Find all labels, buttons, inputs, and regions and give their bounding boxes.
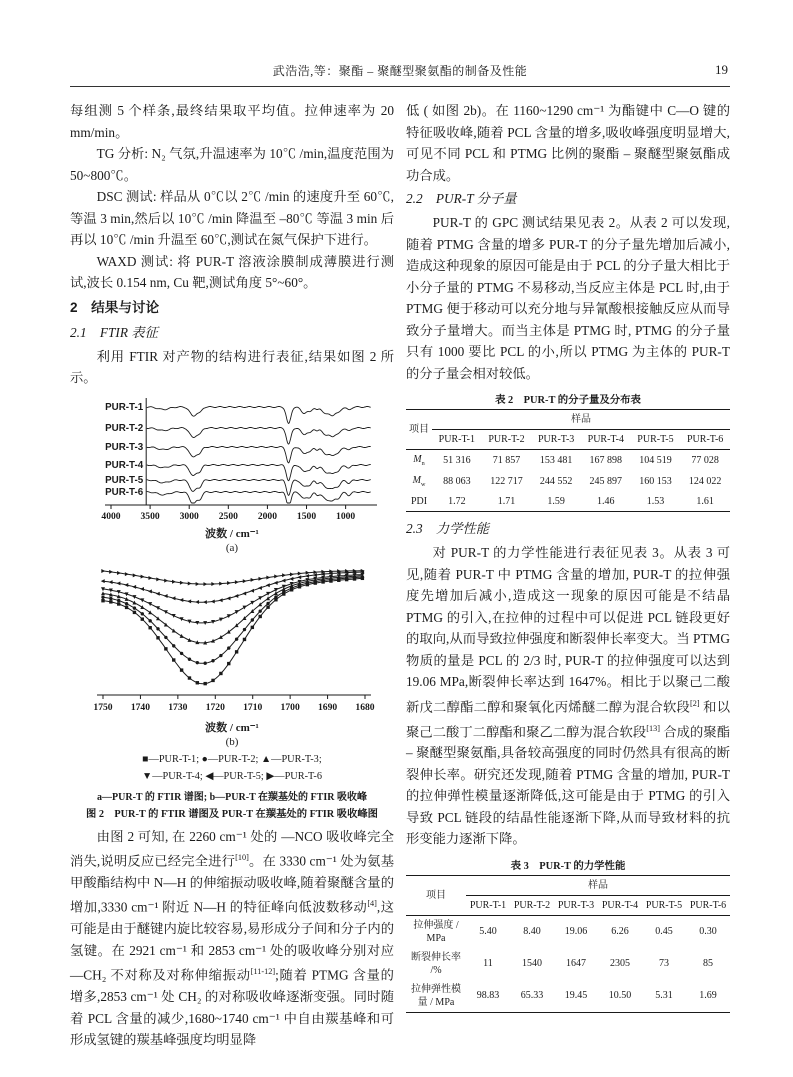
fig-b-marker bbox=[109, 600, 112, 603]
table-cell: 65.33 bbox=[520, 990, 544, 1002]
fig-b-marker bbox=[203, 681, 206, 684]
fig-b-tick: 1720 bbox=[205, 701, 225, 713]
fig-b-marker bbox=[109, 596, 112, 599]
fig-b-marker bbox=[117, 598, 120, 601]
fig-b-marker bbox=[156, 636, 159, 639]
table-cell: 73 bbox=[659, 958, 669, 970]
fig-b-marker bbox=[282, 573, 286, 577]
fig-b-marker bbox=[124, 583, 128, 587]
fig-b-marker bbox=[180, 668, 183, 671]
fig-b-marker bbox=[196, 660, 199, 663]
table2-caption: 表 2 PUR-T 的分子量及分布表 bbox=[495, 395, 641, 406]
fig-b-marker bbox=[235, 637, 238, 640]
fig-b-marker bbox=[259, 614, 262, 617]
fig-b-marker bbox=[140, 586, 144, 590]
fig-b-marker bbox=[148, 619, 151, 622]
fig-b-marker bbox=[211, 678, 214, 681]
table-cell: 11 bbox=[483, 958, 493, 970]
fig-b-marker bbox=[243, 579, 247, 583]
figure-legend-line2: ▼—PUR-T-4; ◀—PUR-T-5; ▶—PUR-T-6 bbox=[142, 770, 322, 782]
table-cell: 1647 bbox=[566, 958, 586, 970]
fig-b-marker bbox=[289, 576, 293, 580]
fig-b-curve-PUR-T-3 bbox=[103, 575, 362, 642]
fig-a-series-label: PUR-T-5 bbox=[105, 474, 144, 486]
table-header-sample-name: PUR-T-4 bbox=[598, 895, 642, 915]
table-header-sample-name: PUR-T-6 bbox=[686, 895, 730, 915]
fig-b-marker bbox=[266, 605, 269, 608]
table-header-sample-name: PUR-T-5 bbox=[631, 430, 681, 450]
fig-a-tick: 3000 bbox=[179, 510, 199, 522]
fig-b-marker bbox=[219, 635, 223, 639]
fig-b-marker bbox=[109, 569, 113, 573]
fig-b-marker bbox=[250, 588, 254, 592]
fig-b-marker bbox=[132, 584, 136, 588]
fig-b-marker bbox=[258, 585, 262, 589]
fig-b-marker bbox=[266, 575, 270, 579]
fig-a-tick: 2000 bbox=[257, 510, 278, 522]
fig-b-marker bbox=[141, 574, 145, 578]
fig-b-marker bbox=[164, 594, 168, 598]
table-molecular-weight bbox=[406, 409, 730, 512]
fig-b-curve-PUR-T-1 bbox=[103, 578, 362, 684]
fig-b-marker bbox=[219, 671, 222, 674]
table-cell: 1.61 bbox=[696, 496, 714, 508]
table-cell: 1540 bbox=[522, 958, 542, 970]
fig-b-marker bbox=[227, 646, 230, 649]
paragraph-gpc-discussion: PUR-T 的 GPC 测试结果见表 2。从表 2 可以发现,随着 PTMG 含量的增多 PUR-T 的分子量先增加后减小,造成这种现象的原因可能是由于 PCL 的分子量大相比于小分子量的 PTMG 不易移动,当反应主体是 PCL 时,由于 PTMG 便于移动可以充分地与异氰酸根接触反应从而导致分子量增大。而当主体是 PTMG 时, PTMG 的分子量只有 1000 要比 PCL 的小,所以 PTMG 为主体的 PUR-T 的分子量会相对较低。 bbox=[406, 215, 730, 381]
table-header-sample: 样品 bbox=[432, 410, 730, 430]
figure-caption: 图 2 PUR-T 的 FTIR 谱图及 PUR-T 在羰基处的 FTIR 吸收峰图 bbox=[86, 808, 378, 820]
fig-a-series-label: PUR-T-3 bbox=[105, 441, 144, 453]
fig-b-marker bbox=[117, 570, 121, 574]
fig-b-marker bbox=[141, 612, 144, 615]
fig-a-tick: 3500 bbox=[140, 510, 160, 522]
fig-b-marker bbox=[133, 610, 136, 613]
fig-b-marker bbox=[251, 577, 255, 581]
fig-b-marker bbox=[196, 581, 200, 585]
table-row-label: $M_w$ bbox=[412, 475, 426, 489]
fig-b-marker bbox=[164, 647, 167, 650]
fig-b-marker bbox=[180, 651, 183, 654]
fig-b-marker bbox=[172, 658, 175, 661]
fig-b-marker bbox=[266, 596, 270, 600]
fig-b-marker bbox=[259, 576, 263, 580]
table-header-sample: 样品 bbox=[466, 875, 730, 895]
fig-b-marker bbox=[203, 600, 207, 604]
table-cell: 124 022 bbox=[688, 476, 722, 488]
table-row bbox=[406, 492, 730, 512]
fig-b-marker bbox=[125, 605, 128, 608]
fig-b-marker bbox=[203, 661, 206, 664]
fig-b-marker bbox=[251, 618, 254, 621]
table3-caption: 表 3 PUR-T 的力学性能 bbox=[510, 860, 626, 872]
table-cell: 6.26 bbox=[611, 926, 629, 938]
fig-b-marker bbox=[164, 578, 168, 582]
fig-b-marker bbox=[234, 594, 238, 598]
table-cell: 167 898 bbox=[589, 455, 623, 467]
fig-b-marker bbox=[219, 598, 223, 602]
fig-a-series-label: PUR-T-2 bbox=[105, 422, 144, 434]
fig-b-marker bbox=[180, 633, 184, 637]
fig-b-marker bbox=[242, 591, 246, 595]
fig-b-marker bbox=[101, 579, 105, 583]
paragraph-dsc-test: DSC 测试: 样品从 0℃以 2℃ /min 的速度升至 60℃,等温 3 min,然后以 10℃ /min 降温至 –80℃ 等温 3 min 后再以 10℃ /min 升温至 60℃,测试在氮气保护下进行。 bbox=[70, 189, 394, 247]
page-number: 19 bbox=[715, 62, 728, 77]
fig-b-marker bbox=[196, 681, 199, 684]
fig-b-marker bbox=[235, 650, 238, 653]
fig-b-marker bbox=[187, 599, 191, 603]
fig-b-marker bbox=[125, 602, 128, 605]
fig-b-marker bbox=[125, 572, 129, 576]
subsection-heading-molecular-weight: 2.2 PUR-T 分子量 bbox=[406, 191, 517, 206]
paragraph-tg-analysis: TG 分析: N₂ 气氛,升温速率为 10℃ /min,温度范围为 50~800℃。 bbox=[70, 146, 394, 183]
fig-b-marker bbox=[219, 653, 222, 656]
table-cell: 98.83 bbox=[476, 990, 500, 1002]
fig-b-marker bbox=[156, 591, 160, 595]
fig-b-marker bbox=[266, 601, 269, 604]
fig-a-tick: 4000 bbox=[101, 510, 121, 522]
figure-legend-line1: ■—PUR-T-1; ●—PUR-T-2; ▲—PUR-T-3; bbox=[142, 753, 322, 765]
table-row-label: $M_n$ bbox=[413, 454, 425, 467]
table-cell: 122 717 bbox=[490, 476, 523, 488]
fig-a-curve bbox=[147, 491, 371, 503]
table-cell: 88 063 bbox=[443, 476, 471, 488]
carbonyl-peak-chart bbox=[81, 557, 383, 721]
fig-a-curve bbox=[147, 464, 371, 480]
fig-b-marker bbox=[148, 626, 151, 629]
table-row bbox=[406, 915, 730, 948]
fig-a-series-label: PUR-T-4 bbox=[105, 459, 144, 471]
table-header-item: 项目 bbox=[406, 410, 432, 450]
fig-b-marker bbox=[164, 635, 167, 638]
fig-b-marker bbox=[188, 657, 191, 660]
fig-b-marker bbox=[188, 676, 191, 679]
table-header-sample-name: PUR-T-3 bbox=[554, 895, 598, 915]
fig-b-tick: 1730 bbox=[168, 701, 188, 713]
table-cell: 1.69 bbox=[699, 990, 717, 1002]
table-header-sample-name: PUR-T-3 bbox=[531, 430, 581, 450]
table-cell: 51 316 bbox=[443, 455, 471, 467]
right-column bbox=[406, 100, 730, 1051]
fig-b-marker bbox=[156, 577, 160, 581]
table-cell: 77 028 bbox=[691, 455, 719, 467]
fig-a-tick: 1000 bbox=[336, 510, 356, 522]
fig-b-marker bbox=[172, 644, 175, 647]
fig-b-marker bbox=[101, 595, 104, 598]
fig-b-marker bbox=[227, 596, 231, 600]
fig-b-marker bbox=[227, 580, 231, 584]
running-header bbox=[70, 62, 730, 87]
table-row bbox=[406, 471, 730, 492]
fig-b-marker bbox=[297, 575, 301, 579]
fig-b-marker bbox=[180, 580, 184, 584]
fig-b-marker bbox=[235, 580, 239, 584]
fig-b-marker bbox=[274, 574, 278, 578]
table-row bbox=[406, 450, 730, 472]
table-row-label: 拉伸强度 / MPa bbox=[413, 919, 459, 944]
table-cell: 153 481 bbox=[539, 455, 573, 467]
fig-b-marker bbox=[259, 609, 262, 612]
fig-a-curve bbox=[147, 446, 371, 462]
fig-b-marker bbox=[172, 579, 176, 583]
fig-b-marker bbox=[282, 578, 286, 582]
fig-b-marker bbox=[141, 617, 144, 620]
fig-a-tick: 2500 bbox=[218, 510, 238, 522]
fig-b-marker bbox=[172, 596, 176, 600]
table-cell: 0.30 bbox=[699, 926, 717, 938]
fig-a-series-label: PUR-T-1 bbox=[105, 401, 144, 413]
fig-b-marker bbox=[219, 581, 223, 585]
fig-b-marker bbox=[266, 583, 270, 587]
fig-b-marker bbox=[133, 573, 137, 577]
fig-b-marker bbox=[290, 572, 294, 576]
paragraph-ftir-intro: 利用 FTIR 对产物的结构进行表征,结果如图 2 所示。 bbox=[70, 348, 394, 385]
fig-b-marker bbox=[274, 580, 278, 584]
section-heading-results: 2 结果与讨论 bbox=[70, 299, 160, 315]
fig-b-marker bbox=[195, 600, 199, 604]
fig-a-x-axis-label: 波数 / cm⁻¹ bbox=[205, 527, 259, 540]
table-cell: 245 897 bbox=[589, 476, 623, 488]
subsection-heading-ftir: 2.1 FTIR 表征 bbox=[70, 324, 158, 340]
figure-note: a—PUR-T 的 FTIR 谱图; b—PUR-T 在羰基处的 FTIR 吸收峰 bbox=[97, 791, 367, 803]
table-mechanical-properties bbox=[406, 875, 730, 1013]
table-cell: 10.50 bbox=[608, 990, 632, 1002]
fig-b-marker bbox=[179, 598, 183, 602]
table-cell: 1.72 bbox=[448, 496, 466, 508]
fig-b-marker bbox=[203, 582, 207, 586]
ftir-spectra-chart bbox=[81, 393, 383, 527]
fig-b-marker bbox=[133, 606, 136, 609]
fig-b-panel-label: (b) bbox=[225, 735, 239, 748]
paragraph-waxd-test: WAXD 测试: 将 PUR-T 溶液涂膜制成薄膜进行测试,波长 0.154 nm, Cu 靶,测试角度 5°~60°。 bbox=[70, 253, 394, 290]
table-row bbox=[406, 980, 730, 1013]
fig-b-marker bbox=[117, 581, 121, 585]
fig-a-series-label: PUR-T-6 bbox=[105, 486, 144, 498]
table-header-sample-name: PUR-T-5 bbox=[642, 895, 686, 915]
table-cell: 1.71 bbox=[497, 496, 516, 508]
paragraph-tensile-rate: 每组测 5 个样条,最终结果取平均值。拉伸速率为 20 mm/min。 bbox=[70, 103, 394, 140]
table-header-item: 项目 bbox=[406, 875, 466, 915]
table-cell: 160 153 bbox=[639, 476, 672, 488]
fig-a-tick: 1500 bbox=[296, 510, 317, 522]
fig-b-marker bbox=[243, 627, 246, 630]
running-title: 武浩浩,等：聚酯 – 聚醚型聚氨酯的制备及性能 bbox=[272, 64, 528, 78]
fig-b-x-axis-label: 波数 / cm⁻¹ bbox=[205, 721, 259, 734]
table-cell: 19.06 bbox=[564, 926, 588, 938]
fig-b-marker bbox=[101, 569, 105, 573]
paragraph-ftir-discussion: 由图 2 可知, 在 2260 cm⁻¹ 处的 —NCO 吸收峰完全消失,说明反应已经完全进行[10]。在 3330 cm⁻¹ 处为氨基甲酸酯结构中 N—H 的伸缩振动吸收峰,随着聚醚含量的增加,3330 cm⁻¹ 附近 N—H 的特征峰向低波数移动[4],这可能是由于醚键内旋比较容易,易形成分子间和分子内的氢键。在 2921 cm⁻¹ 和 2853 cm⁻¹ 处的吸收峰分别对应—CH₂ 不对称及对称伸缩振动[11-12];随着 PTMG 含量的增多,2853 cm⁻¹ 处 CH₂ 的对称吸收峰逐渐变强。同时随着 PCL 含量的减少,1680~1740 cm⁻¹ 中自由羰基峰和可形成氢键的羰基峰强度均明显降 bbox=[70, 828, 394, 1048]
fig-b-marker bbox=[298, 571, 302, 575]
fig-b-marker bbox=[251, 625, 254, 628]
table-row bbox=[406, 948, 730, 980]
fig-b-marker bbox=[117, 602, 120, 605]
fig-b-marker bbox=[243, 637, 246, 640]
fig-b-tick: 1690 bbox=[317, 701, 338, 713]
fig-b-marker bbox=[211, 599, 215, 603]
table-cell: 0.45 bbox=[655, 926, 673, 938]
fig-b-marker bbox=[188, 581, 192, 585]
table-cell: 8.40 bbox=[523, 926, 541, 938]
table-header-sample-name: PUR-T-1 bbox=[432, 430, 482, 450]
fig-b-tick: 1750 bbox=[93, 701, 113, 713]
fig-b-marker bbox=[101, 599, 104, 602]
subsection-heading-mechanical: 2.3 力学性能 bbox=[406, 521, 490, 537]
table-header-sample-name: PUR-T-4 bbox=[581, 430, 631, 450]
paragraph-mechanical-discussion: 对 PUR-T 的力学性能进行表征见表 3。从表 3 可见,随着 PUR-T 中 PTMG 含量的增加, PUR-T 的拉伸强度先增加后减小,造成这一现象的原因可能是不结晶 PTMG 的引入,在拉伸的过程中可以促进 PCL 链段更好的取向,从而导致拉伸强度和断裂伸长率变大。当 PTMG 物质的量是 PCL 的 2/3 时, PUR-T 的拉伸强度可以达到 19.06 MPa,断裂伸长率达到 1647%。相比于以聚己二酸新戊二醇酯二醇和聚氧化丙烯醚二醇为混合软段[2] 和以聚己二酸丁二醇酯和聚乙二醇为混合软段[13] 合成的聚酯 – 聚醚型聚氨酯,具备较高强度的同时仍然具有很高的断裂伸长率。研究还发现,随着 PTMG 含量的增加, PUR-T 的拉伸弹性模量逐渐降低,这可能是由于 PTMG 的引入导致 PCL 链段的结晶性能逐渐下降,从而导致材料的抗形变能力逐渐下降。 bbox=[406, 545, 731, 847]
table-cell: 71 857 bbox=[492, 455, 521, 467]
fig-b-marker bbox=[227, 661, 230, 664]
fig-b-tick: 1700 bbox=[280, 701, 300, 713]
table-row-label: 断裂伸长率 /% bbox=[411, 951, 461, 976]
table-row-label: 拉伸弹性模量 / MPa bbox=[411, 983, 461, 1008]
table-header-sample-name: PUR-T-1 bbox=[466, 895, 510, 915]
table-cell: 1.59 bbox=[547, 496, 565, 508]
table-cell: 2305 bbox=[610, 958, 630, 970]
fig-b-marker bbox=[211, 582, 215, 586]
fig-b-marker bbox=[109, 580, 113, 584]
fig-b-tick: 1680 bbox=[355, 701, 375, 713]
fig-b-marker bbox=[274, 595, 277, 598]
fig-b-marker bbox=[211, 659, 214, 662]
table-cell: 1.46 bbox=[597, 496, 615, 508]
fig-a-curve bbox=[147, 406, 371, 423]
fig-b-marker bbox=[156, 627, 159, 630]
left-column bbox=[70, 100, 394, 1051]
table-cell: 19.45 bbox=[564, 990, 588, 1002]
fig-a-curve bbox=[147, 427, 371, 444]
fig-a-curve bbox=[147, 479, 371, 495]
table-cell: 5.40 bbox=[479, 926, 497, 938]
table-cell: 85 bbox=[703, 958, 713, 970]
table-cell: 104 519 bbox=[639, 455, 672, 467]
fig-a-panel-label: (a) bbox=[225, 541, 239, 554]
table-cell: 5.31 bbox=[655, 990, 673, 1002]
table-cell: 244 552 bbox=[539, 476, 573, 488]
fig-b-marker bbox=[148, 576, 152, 580]
table-header-sample-name: PUR-T-2 bbox=[510, 895, 554, 915]
fig-b-marker bbox=[242, 605, 246, 609]
fig-b-tick: 1710 bbox=[243, 701, 263, 713]
fig-b-marker bbox=[148, 589, 152, 593]
fig-b-tick: 1740 bbox=[130, 701, 151, 713]
table-cell: 1.53 bbox=[646, 496, 665, 508]
figure-2 bbox=[81, 393, 383, 822]
table-header-sample-name: PUR-T-2 bbox=[482, 430, 532, 450]
table-header-sample-name: PUR-T-6 bbox=[680, 430, 730, 450]
table-row-label: PDI bbox=[410, 496, 428, 508]
paragraph-ftir-continued: 低 ( 如图 2b)。在 1160~1290 cm⁻¹ 为酯键中 C—O 键的特征吸收峰,随着 PCL 含量的增多,吸收峰强度明显增大,可见不同 PCL 和 PTMG 比例的聚酯 – 聚醚型聚氨酯成功合成。 bbox=[406, 103, 730, 183]
